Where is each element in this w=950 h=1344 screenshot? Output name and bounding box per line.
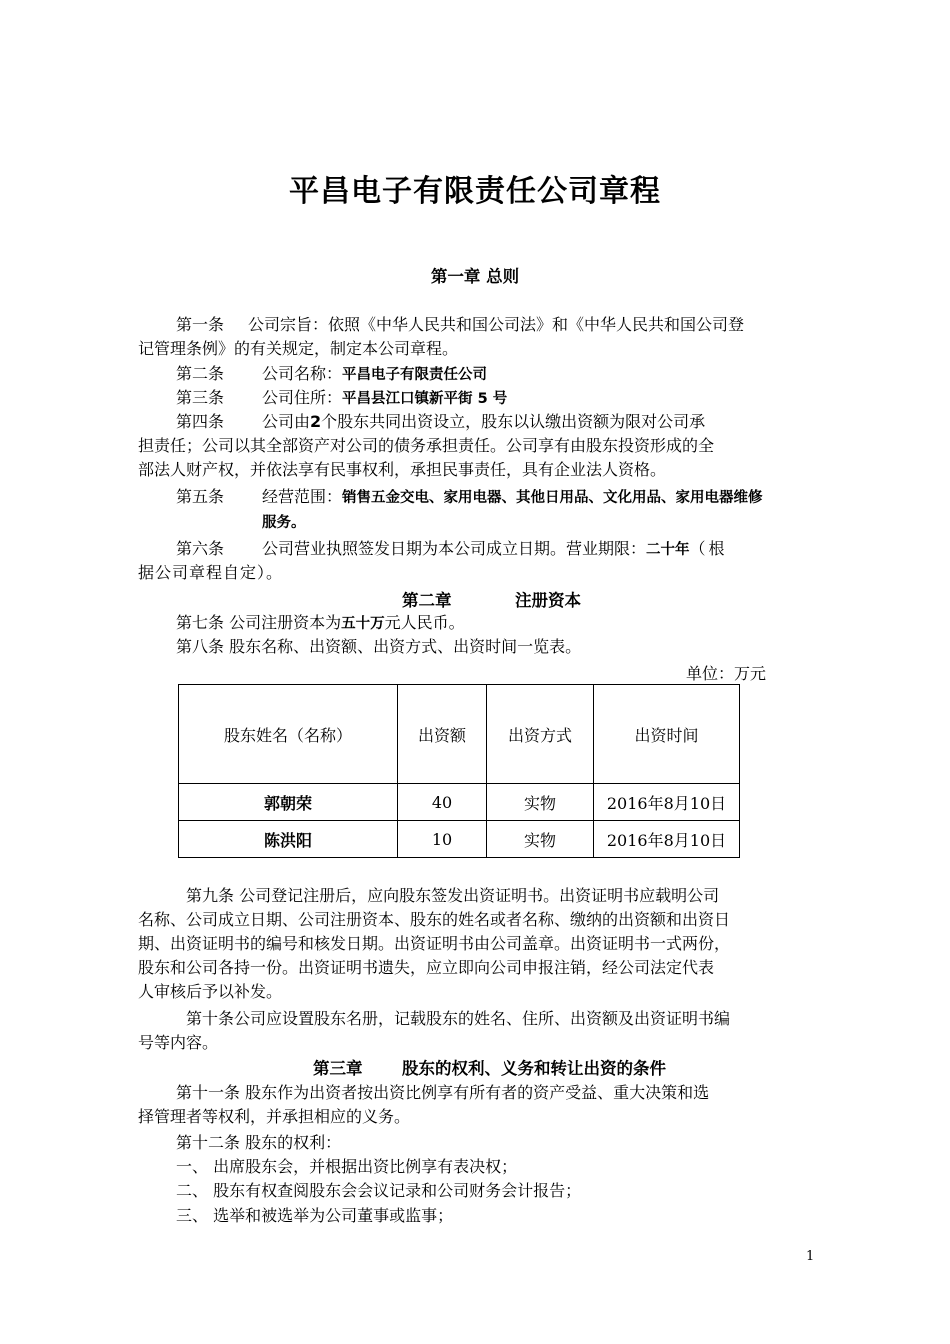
header-shareholder-name: 股东姓名（名称） [179, 685, 398, 784]
header-amount: 出资额 [398, 685, 487, 784]
list-item: 一、 出席股东会，并根据出资比例享有表决权； [176, 1157, 518, 1176]
article-6-rest: （根 [689, 539, 728, 558]
article-4-line-2: 担责任；公司以其全部资产对公司的债务承担责任。公司享有由股东投资形成的全 [138, 436, 715, 455]
article-4-pre: 公司由 [262, 412, 311, 431]
chapter-3-name: 股东的权利、义务和转让出资的条件 [402, 1059, 666, 1078]
article-4-label: 第四条 [176, 412, 225, 431]
article-7-pre: 第七条 公司注册资本为 [176, 613, 342, 632]
cell-name: 郭朝荣 [179, 784, 398, 821]
article-4-line-3: 部法人财产权，并依法享有民事权利，承担民事责任，具有企业法人资格。 [138, 460, 667, 479]
article-8-line: 第八条 股东名称、出资额、出资方式、出资时间一览表。 [176, 637, 582, 656]
cell-date: 2016年8月10日 [594, 784, 740, 821]
article-9-line-1: 第九条 公司登记注册后，应向股东签发出资证明书。出资证明书应载明公司 [186, 886, 720, 905]
article-4-line-1 [262, 410, 705, 434]
article-9-line-4: 股东和公司各持一份。出资证明书遗失，应立即向公司申报注销，经公司法定代表 [138, 958, 715, 977]
article-7-line [176, 611, 465, 636]
chapter-1-heading: 第一章 总则 [430, 267, 520, 286]
article-3-label: 第三条 [176, 388, 225, 407]
article-11-line-2: 择管理者等权利，并承担相应的义务。 [138, 1107, 411, 1126]
chapter-3-number: 第三章 [313, 1059, 363, 1078]
company-name-value: 平昌电子有限责任公司 [342, 367, 488, 383]
article-3-line [262, 386, 507, 411]
article-9-line-3: 期、出资证明书的编号和核发日期。出资证明书由公司盖章。出资证明书一式两份， [138, 934, 731, 953]
article-1-line-2: 记管理条例》的有关规定，制定本公司章程。 [138, 339, 459, 358]
shareholder-count: 2 [310, 412, 322, 431]
article-2-text: 公司名称： [262, 364, 343, 383]
article-5-line-1 [262, 485, 763, 510]
list-item: 三、 选举和被选举为公司董事或监事； [176, 1206, 454, 1225]
unit-label: 单位：万元 [686, 664, 767, 683]
article-2-line [262, 362, 487, 387]
cell-amount: 10 [398, 821, 487, 858]
cell-amount: 40 [398, 784, 487, 821]
article-5-label: 第五条 [176, 487, 225, 506]
article-10-line-1: 第十条公司应设置股东名册，记载股东的姓名、住所、出资额及出资证明书编 [186, 1009, 731, 1028]
article-10-line-2: 号等内容。 [138, 1033, 219, 1052]
header-method: 出资方式 [487, 685, 594, 784]
term-value: 二十年 [646, 542, 690, 558]
chapter-2-name: 注册资本 [515, 591, 581, 610]
article-5-text: 经营范围： [262, 487, 343, 506]
registered-capital-value: 五十万 [341, 616, 385, 632]
document-title: 平昌电子有限责任公司章程 [289, 174, 661, 209]
article-4-rest: 个股东共同出资设立，股东以认缴出资额为限对公司承 [321, 412, 706, 431]
cell-method: 实物 [487, 821, 594, 858]
cell-method: 实物 [487, 784, 594, 821]
table-row [179, 821, 740, 858]
article-6-line-2: 据公司章程自定）。 [138, 563, 284, 582]
table-row [179, 784, 740, 821]
article-9-line-5: 人审核后予以补发。 [138, 982, 283, 1001]
chapter-2-number: 第二章 [402, 591, 452, 610]
article-2-label: 第二条 [176, 364, 225, 383]
article-7-post: 元人民币。 [384, 613, 465, 632]
list-item: 二、 股东有权查阅股东会会议记录和公司财务会计报告； [176, 1181, 582, 1200]
article-1-label: 第一条 [176, 315, 225, 334]
article-9-line-2: 名称、公司成立日期、公司注册资本、股东的姓名或者名称、缴纳的出资额和出资日 [138, 910, 731, 929]
table-header-row [179, 685, 740, 784]
business-scope-value-1: 销售五金交电、家用电器、其他日用品、文化用品、家用电器维修 [342, 490, 763, 506]
cell-date: 2016年8月10日 [594, 821, 740, 858]
article-11-line-1: 第十一条 股东作为出资者按出资比例享有所有者的资产受益、重大决策和选 [176, 1083, 710, 1102]
article-6-label: 第六条 [176, 539, 225, 558]
article-1-line-1: 公司宗旨：依照《中华人民共和国公司法》和《中华人民共和国公司登 [248, 315, 745, 334]
shareholder-table [178, 684, 740, 858]
business-scope-value-2: 服务。 [262, 515, 306, 531]
article-6-text: 公司营业执照签发日期为本公司成立日期。营业期限： [262, 539, 647, 558]
article-12-heading: 第十二条 股东的权利： [176, 1133, 342, 1152]
article-3-text: 公司住所： [262, 388, 343, 407]
page-number: 1 [806, 1249, 815, 1264]
company-address-value: 平昌县江口镇新平街 5 号 [342, 391, 508, 407]
cell-name: 陈洪阳 [179, 821, 398, 858]
header-date: 出资时间 [594, 685, 740, 784]
article-6-line-1 [262, 537, 728, 562]
